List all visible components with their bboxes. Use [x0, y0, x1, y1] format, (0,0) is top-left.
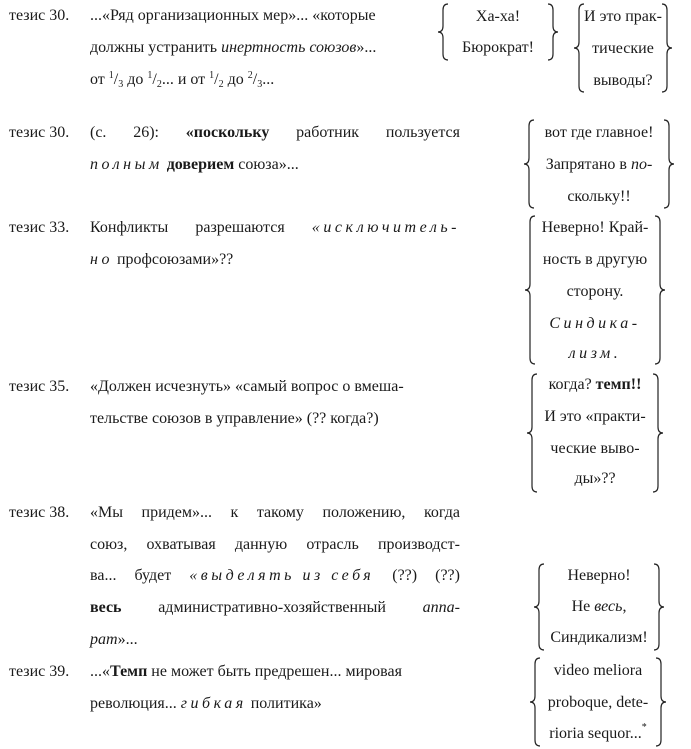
note-line: Неверно!: [567, 567, 631, 584]
thesis-text-line: ...«Темп не может быть предрешен... мировая: [90, 663, 402, 680]
note-line: Запрятано в по-: [545, 156, 653, 173]
thesis-text-line: союз, охватывая данную отрасль производст-: [90, 536, 460, 553]
note-line: video meliora: [553, 662, 643, 679]
thesis-text-line: «Должен исчезнуть» «самый вопрос о вмеша-: [90, 378, 404, 395]
thesis-text-line: ...«Ряд организационных мер»... «которые: [90, 7, 376, 24]
thesis-text-line: должны устранить инертность союзов»...: [90, 39, 377, 56]
thesis-text-line: тельстве союзов в управление» (?? когда?): [90, 410, 379, 427]
note-line: ность в другую: [542, 251, 648, 268]
thesis-text-line: полным доверием союза»...: [90, 156, 299, 173]
margin-note: [533, 656, 663, 748]
thesis-label: тезис 35.: [9, 378, 70, 395]
thesis-text-line: революция... гибкая политика»: [90, 695, 322, 712]
thesis-text-line: рат»...: [90, 631, 138, 648]
note-line: proboque, dete-: [547, 694, 649, 711]
margin-note: [530, 372, 660, 494]
note-line: лизм.: [568, 345, 622, 362]
note-line: rioria sequor...*: [549, 722, 647, 742]
note-line: Ха-ха!: [475, 8, 521, 25]
thesis-text-line: Конфликты разрешаются «исключитель-: [90, 219, 460, 236]
note-line: сторону.: [566, 283, 624, 300]
note-line: Синдика-: [549, 315, 641, 332]
note-line: Бюрократ!: [462, 39, 534, 56]
note-line: скольку!!: [567, 188, 631, 205]
margin-note: [527, 118, 671, 210]
note-line: выводы?: [593, 72, 653, 89]
note-line: И это прак-: [584, 8, 662, 25]
margin-note: [528, 214, 662, 366]
thesis-text-line: «Мы придем»... к такому положению, когда: [90, 504, 460, 521]
margin-note: [537, 562, 661, 652]
note-line: когда? темп!!: [548, 376, 642, 393]
thesis-label: тезис 39.: [9, 663, 70, 680]
thesis-label: тезис 30.: [9, 124, 70, 141]
thesis-text-line: (с. 26): «поскольку работник пользуется: [90, 124, 460, 141]
note-line: тические: [592, 40, 654, 57]
thesis-label: тезис 33.: [9, 219, 70, 236]
thesis-label: тезис 30.: [9, 7, 70, 24]
thesis-text-line: весь административно-хозяйственный аппа-: [90, 599, 460, 616]
thesis-fraction-line: от $^1/_3$ до $^1/_2$... и от $^1/_2$ до $^2/_3$...: [90, 70, 275, 90]
thesis-label: тезис 38.: [9, 504, 70, 521]
note-line: И это «практи-: [544, 408, 646, 425]
note-line: Не весь,: [571, 598, 627, 615]
note-line: Неверно! Край-: [541, 219, 649, 236]
thesis-text-line: но профсоюзами»??: [90, 251, 234, 268]
margin-note: [441, 2, 555, 62]
note-line: вот где главное!: [544, 124, 654, 141]
margin-note: [577, 2, 669, 94]
thesis-text-line: ва... будет «выделять из себя (??) (??): [90, 567, 460, 584]
footnote-asterisk: *: [641, 722, 647, 733]
note-line: ды»??: [574, 470, 616, 487]
note-line: Синдикализм!: [550, 629, 648, 646]
note-line: ческие выво-: [550, 440, 640, 457]
